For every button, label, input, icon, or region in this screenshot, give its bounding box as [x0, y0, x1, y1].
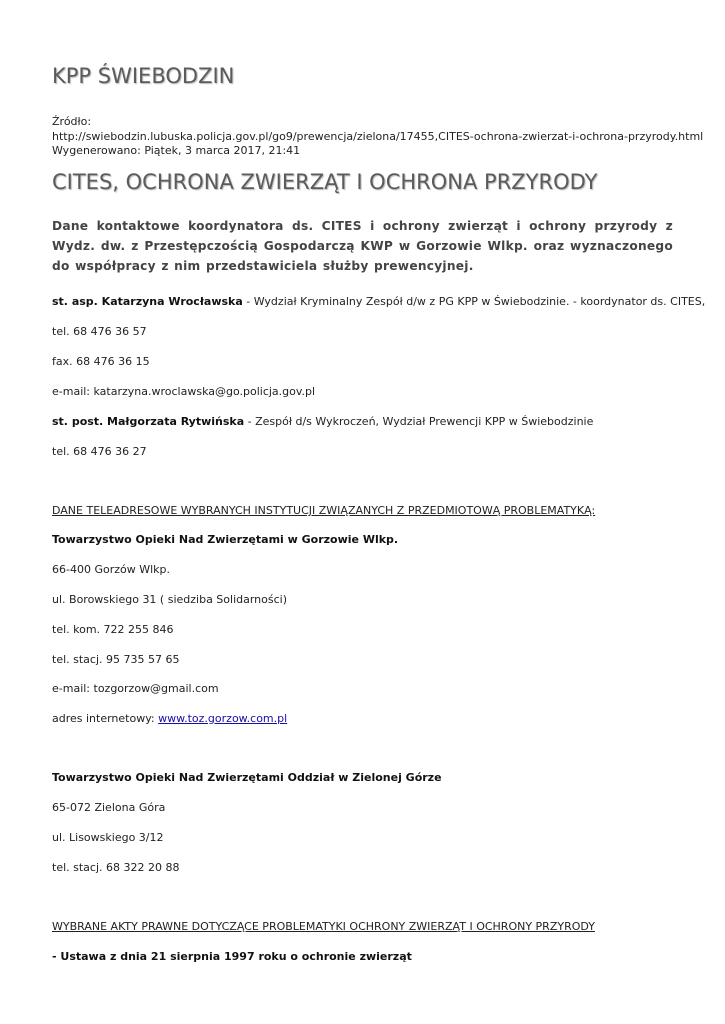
- generated-date: Wygenerowano: Piątek, 3 marca 2017, 21:41: [52, 144, 301, 157]
- org2-name-text: Towarzystwo Opieki Nad Zwierzętami Oddział w Zielonej Górze: [52, 771, 442, 784]
- institutions-heading: DANE TELEADRESOWE WYBRANYCH INSTYTUCJI ZWIĄZANYCH Z PRZEDMIOTOWĄ PROBLEMATYKĄ:: [52, 504, 596, 517]
- source-url: http://swiebodzin.lubuska.policja.gov.pl/go9/prewencja/zielona/17455,CITES-ochrona-zwierzat-i-ochrona-przyrody.html: [52, 129, 704, 143]
- person2-phone: tel. 68 476 36 27: [52, 445, 147, 458]
- org1-email: e-mail: tozgorzow@gmail.com: [52, 682, 219, 695]
- org2-name: [52, 771, 442, 784]
- org1-name-text: Towarzystwo Opieki Nad Zwierzętami w Gorzowie Wlkp.: [52, 533, 399, 546]
- org2-street: ul. Lisowskiego 3/12: [52, 831, 164, 844]
- person2-line: [52, 415, 593, 428]
- person1-fax: fax. 68 476 36 15: [52, 355, 150, 368]
- legal-item-text: - Ustawa z dnia 21 sierpnia 1997 roku o ochronie zwierząt: [52, 950, 412, 963]
- source-meta: [52, 115, 704, 159]
- article-title: CITES, OCHRONA ZWIERZĄT I OCHRONA PRZYRODY: [52, 170, 598, 194]
- org1-mobile: tel. kom. 722 255 846: [52, 623, 174, 636]
- lead-paragraph: Dane kontaktowe koordynatora ds. CITES i ochrony zwierząt i ochrony przyrody z Wydz. dw. z Przestępczością Gospodarczą KWP w Gorzowie Wlkp. oraz wyznaczonego do współpracy z nim przedstawiciela służby prewencyjnej.: [52, 219, 673, 273]
- person1-description: - Wydział Kryminalny Zespół d/w z PG KPP w Świebodzinie. - koordynator ds. CITES,: [242, 295, 706, 308]
- legal-heading: WYBRANE AKTY PRAWNE DOTYCZĄCE PROBLEMATYKI OCHRONY ZWIERZĄT I OCHRONY PRZYRODY: [52, 920, 595, 933]
- source-label: Źródło:: [52, 115, 92, 128]
- org1-website-label: adres internetowy:: [52, 712, 159, 725]
- person1-name: st. asp. Katarzyna Wrocławska: [52, 295, 243, 308]
- org2-phone: tel. stacj. 68 322 20 88: [52, 861, 180, 874]
- person2-name: st. post. Małgorzata Rytwińska: [52, 415, 245, 428]
- person1-line: [52, 295, 705, 308]
- org1-postal: 66-400 Gorzów Wlkp.: [52, 563, 171, 576]
- person2-description: - Zespół d/s Wykroczeń, Wydział Prewencji KPP w Świebodzinie: [244, 415, 594, 428]
- site-title: KPP ŚWIEBODZIN: [52, 64, 235, 88]
- legal-item: [52, 950, 412, 963]
- person1-email: e-mail: katarzyna.wroclawska@go.policja.gov.pl: [52, 385, 316, 398]
- org1-website: [52, 712, 287, 725]
- org1-phone: tel. stacj. 95 735 57 65: [52, 653, 180, 666]
- org1-name: [52, 533, 398, 546]
- org2-postal: 65-072 Zielona Góra: [52, 801, 166, 814]
- org1-street: ul. Borowskiego 31 ( siedziba Solidarności): [52, 593, 288, 606]
- person1-phone: tel. 68 476 36 57: [52, 325, 147, 338]
- org1-website-link[interactable]: www.toz.gorzow.com.pl: [158, 712, 288, 725]
